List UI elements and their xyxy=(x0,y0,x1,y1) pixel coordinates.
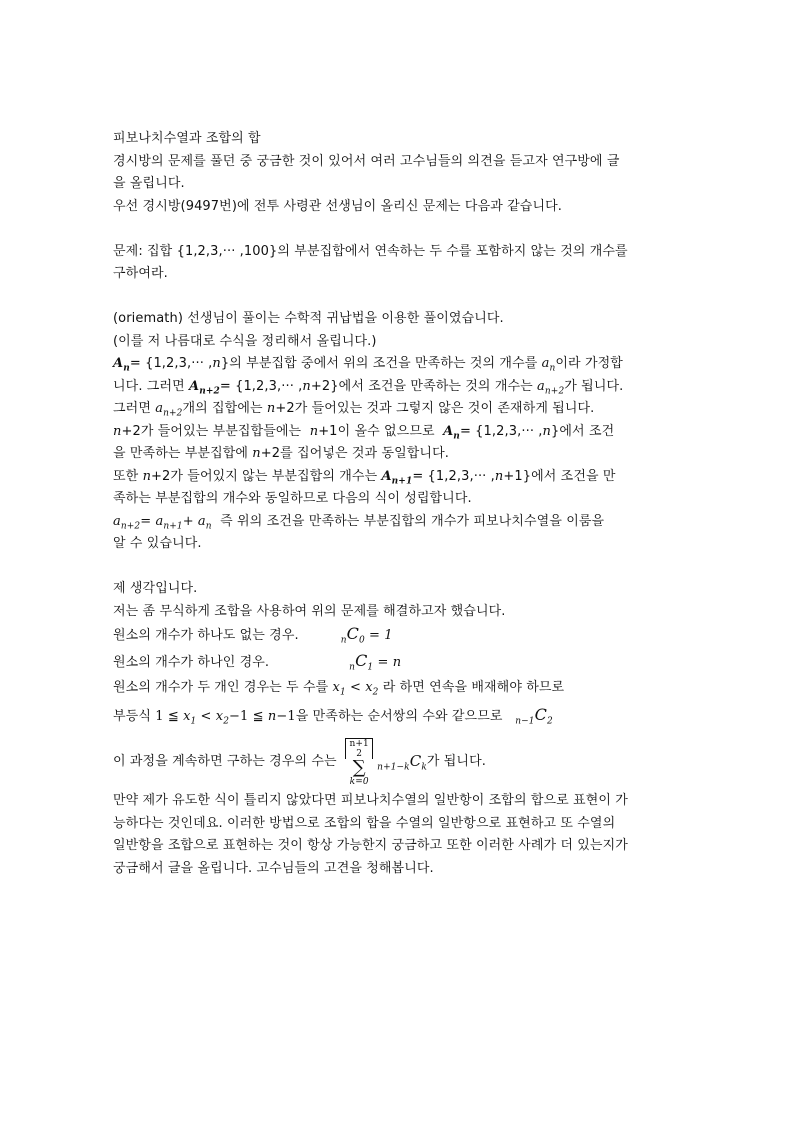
formula-line-5: 을 만족하는 부분집합에 n+2를 집어넣은 것과 동일합니다. xyxy=(113,446,449,461)
text-run: 이 올수 없으므로 xyxy=(337,423,435,439)
case-1-line xyxy=(113,650,683,677)
solution-line-2: (이를 저 나름대로 수식을 정리해서 올립니다.) xyxy=(113,333,377,349)
formula-line-6: 또한 n+2가 들어있지 않는 부분집합의 개수는 $A_{n+1}= \{1,2,3,\cdot\cdot\cdot ,n+1\}$에서 조건을 만 xyxy=(113,468,616,487)
problem-line-2: 구하여라. xyxy=(113,266,168,281)
math-expression: $a_{n+2}$ xyxy=(537,378,565,397)
math-expression: $_{n+1-k}C_k$ xyxy=(377,751,427,773)
text-run: 의 부분집합 중에서 위의 조건을 만족하는 것의 개수를 xyxy=(229,356,538,371)
text-run: 가 들어있는 부분집합들에는 xyxy=(140,423,302,439)
text-run: 에서 조건 xyxy=(559,423,615,439)
text-run: 원소의 개수가 두 개인 경우는 두 수를 xyxy=(113,680,329,695)
text-run: 가 들어있는 것과 그렇지 않은 것이 존재하게 됩니다. xyxy=(294,401,595,416)
my-idea-line-1: 제 생각입니다. xyxy=(113,581,198,596)
text-run: 이 과정을 계속하면 구하는 경우의 수는 xyxy=(113,753,337,769)
formula-line-9: 알 수 있습니다. xyxy=(113,536,202,551)
formula-line-8 xyxy=(113,511,683,534)
my-idea-line-2: 저는 좀 무식하게 조합을 사용하여 위의 문제를 해결하고자 했습니다. xyxy=(113,603,506,619)
math-expression: $A_{n+2}$ xyxy=(189,378,220,397)
text-run: 을 만족하는 순서쌍의 수와 같으므로 xyxy=(295,709,503,724)
math-expression: $a_{n+2}$ xyxy=(155,401,183,419)
case-general-line xyxy=(113,734,683,790)
formula-line-4: n+2가 들어있는 부분집합들에는 n+1이 올수 없으므로 $A_n= \{1,2,3,\cdot\cdot\cdot ,n\}$에서 조건 xyxy=(113,423,615,442)
text-run: 가 됩니다. xyxy=(426,753,486,769)
math-expression: $_nC_0 = 1$ xyxy=(340,624,393,646)
problem-line-1: 문제: 집합 {1,2,3,··· ,100}의 부분집합에서 연속하는 두 수를 포함하지 않는 것의 개수를 xyxy=(113,243,628,259)
closing-line-2: 능하다는 것인데요. 이러한 방법으로 조합의 합을 수열의 일반항으로 표현하고 또 수열의 xyxy=(113,815,616,831)
solution-line-1: (oriemath) 선생님이 풀이는 수학적 귀납법을 이용한 풀이였습니다. xyxy=(113,311,504,326)
math-expression: $A_n$ xyxy=(113,356,130,374)
math-expression: n xyxy=(113,423,122,439)
formula-line-1: $A_n= \{1,2,3,\cdot\cdot\cdot ,n\}$의 부분집합 중에서 위의 조건을 만족하는 것의 개수를 $a_n$이라 가정합 xyxy=(113,356,623,374)
text-run: 부등식 xyxy=(113,709,151,724)
math-expression: $_{n-1}C_2$ xyxy=(515,705,553,727)
closing-line-3: 일반항을 조합으로 표현하는 것이 항상 가능한지 궁금하고 또한 이러한 사례가 더 있는지가 xyxy=(113,838,628,853)
closing-line-1: 만약 제가 유도한 식이 틀리지 않았다면 피보나치수열의 일반항이 조합의 합으로 표현이 가 xyxy=(113,793,628,808)
text-run: 에서 조건을 만 xyxy=(531,468,616,484)
math-expression: $A_n$ xyxy=(443,423,460,442)
text-run: 라 하면 연속을 배재해야 하므로 xyxy=(382,680,565,695)
text-run: 원소의 개수가 하나도 없는 경우. xyxy=(113,628,299,643)
formula-line-2: 니다. 그러면 $A_{n+2}= \{1,2,3,\cdot\cdot\cdot ,n+2\}$에서 조건을 만족하는 것의 개수는 $a_{n+2}$가 됩니다. xyxy=(113,378,624,397)
math-expression: $x_1 < x_2$ xyxy=(332,680,379,698)
text-run: 개의 집합에는 xyxy=(182,401,263,416)
math-expression: n xyxy=(309,423,319,439)
text-run: 그러면 xyxy=(113,401,151,416)
doc-title: 피보나치수열과 조합의 합 xyxy=(113,131,261,146)
recurrence-formula: $a_{n+2}= a_{n+1}+ a_n$ xyxy=(113,513,212,532)
case-0-line xyxy=(113,623,683,650)
case-3-line xyxy=(113,704,683,734)
intro-line-1: 경시방의 문제를 풀던 중 궁금한 것이 있어서 여러 고수님들의 의견을 듣고자 연구방에 글 xyxy=(113,153,620,169)
text-run: 니다. 그러면 xyxy=(113,378,185,394)
blank-line xyxy=(113,286,683,309)
intro-line-2: 을 올립니다. xyxy=(113,176,185,191)
formula-line-3: 그러면 $a_{n+2}$개의 집합에는 n+2가 들어있는 것과 그렇지 않은 것이 존재하게 됩니다. xyxy=(113,401,595,419)
document-body xyxy=(113,128,683,880)
summation-formula: n+1 2 ∑ k=0 xyxy=(345,738,373,787)
text-run: 를 집어넣은 것과 동일합니다. xyxy=(280,446,449,461)
math-expression: n xyxy=(266,401,276,416)
math-expression: n xyxy=(252,446,261,461)
blank-line xyxy=(113,218,683,241)
math-expression: $A_{n+1}$ xyxy=(381,468,413,487)
case-2-line xyxy=(113,677,683,704)
intro-line-3: 우선 경시방(9497번)에 전투 사령관 선생님이 올리신 문제는 다음과 같습니다. xyxy=(113,198,563,214)
text-run: 즉 위의 조건을 만족하는 부분집합의 개수가 피보나치수열을 이룸을 xyxy=(220,513,605,529)
text-run: 에서 조건을 만족하는 것의 개수는 xyxy=(338,378,533,394)
text-run: 을 만족하는 부분집합에 xyxy=(113,446,249,461)
math-expression: n xyxy=(142,468,152,484)
math-expression: $_nC_1 = n$ xyxy=(349,651,402,673)
text-run: 이라 가정합 xyxy=(555,356,623,371)
text-run: 또한 xyxy=(113,468,139,484)
text-run: 원소의 개수가 하나인 경우. xyxy=(113,655,270,670)
formula-line-7: 족하는 부분집합의 개수와 동일하므로 다음의 식이 성립합니다. xyxy=(113,491,472,506)
math-expression: $a_n$ xyxy=(541,356,556,374)
text-run: 가 됩니다. xyxy=(564,378,624,394)
closing-line-4: 궁금해서 글을 올립니다. 고수님들의 고견을 청해봅니다. xyxy=(113,860,434,876)
blank-line xyxy=(113,556,683,579)
text-run: 가 들어있지 않는 부분집합의 개수는 xyxy=(170,468,378,484)
math-expression: 1 ≦ $x_1 < x_2-1$ ≦ n−1 xyxy=(155,709,296,727)
